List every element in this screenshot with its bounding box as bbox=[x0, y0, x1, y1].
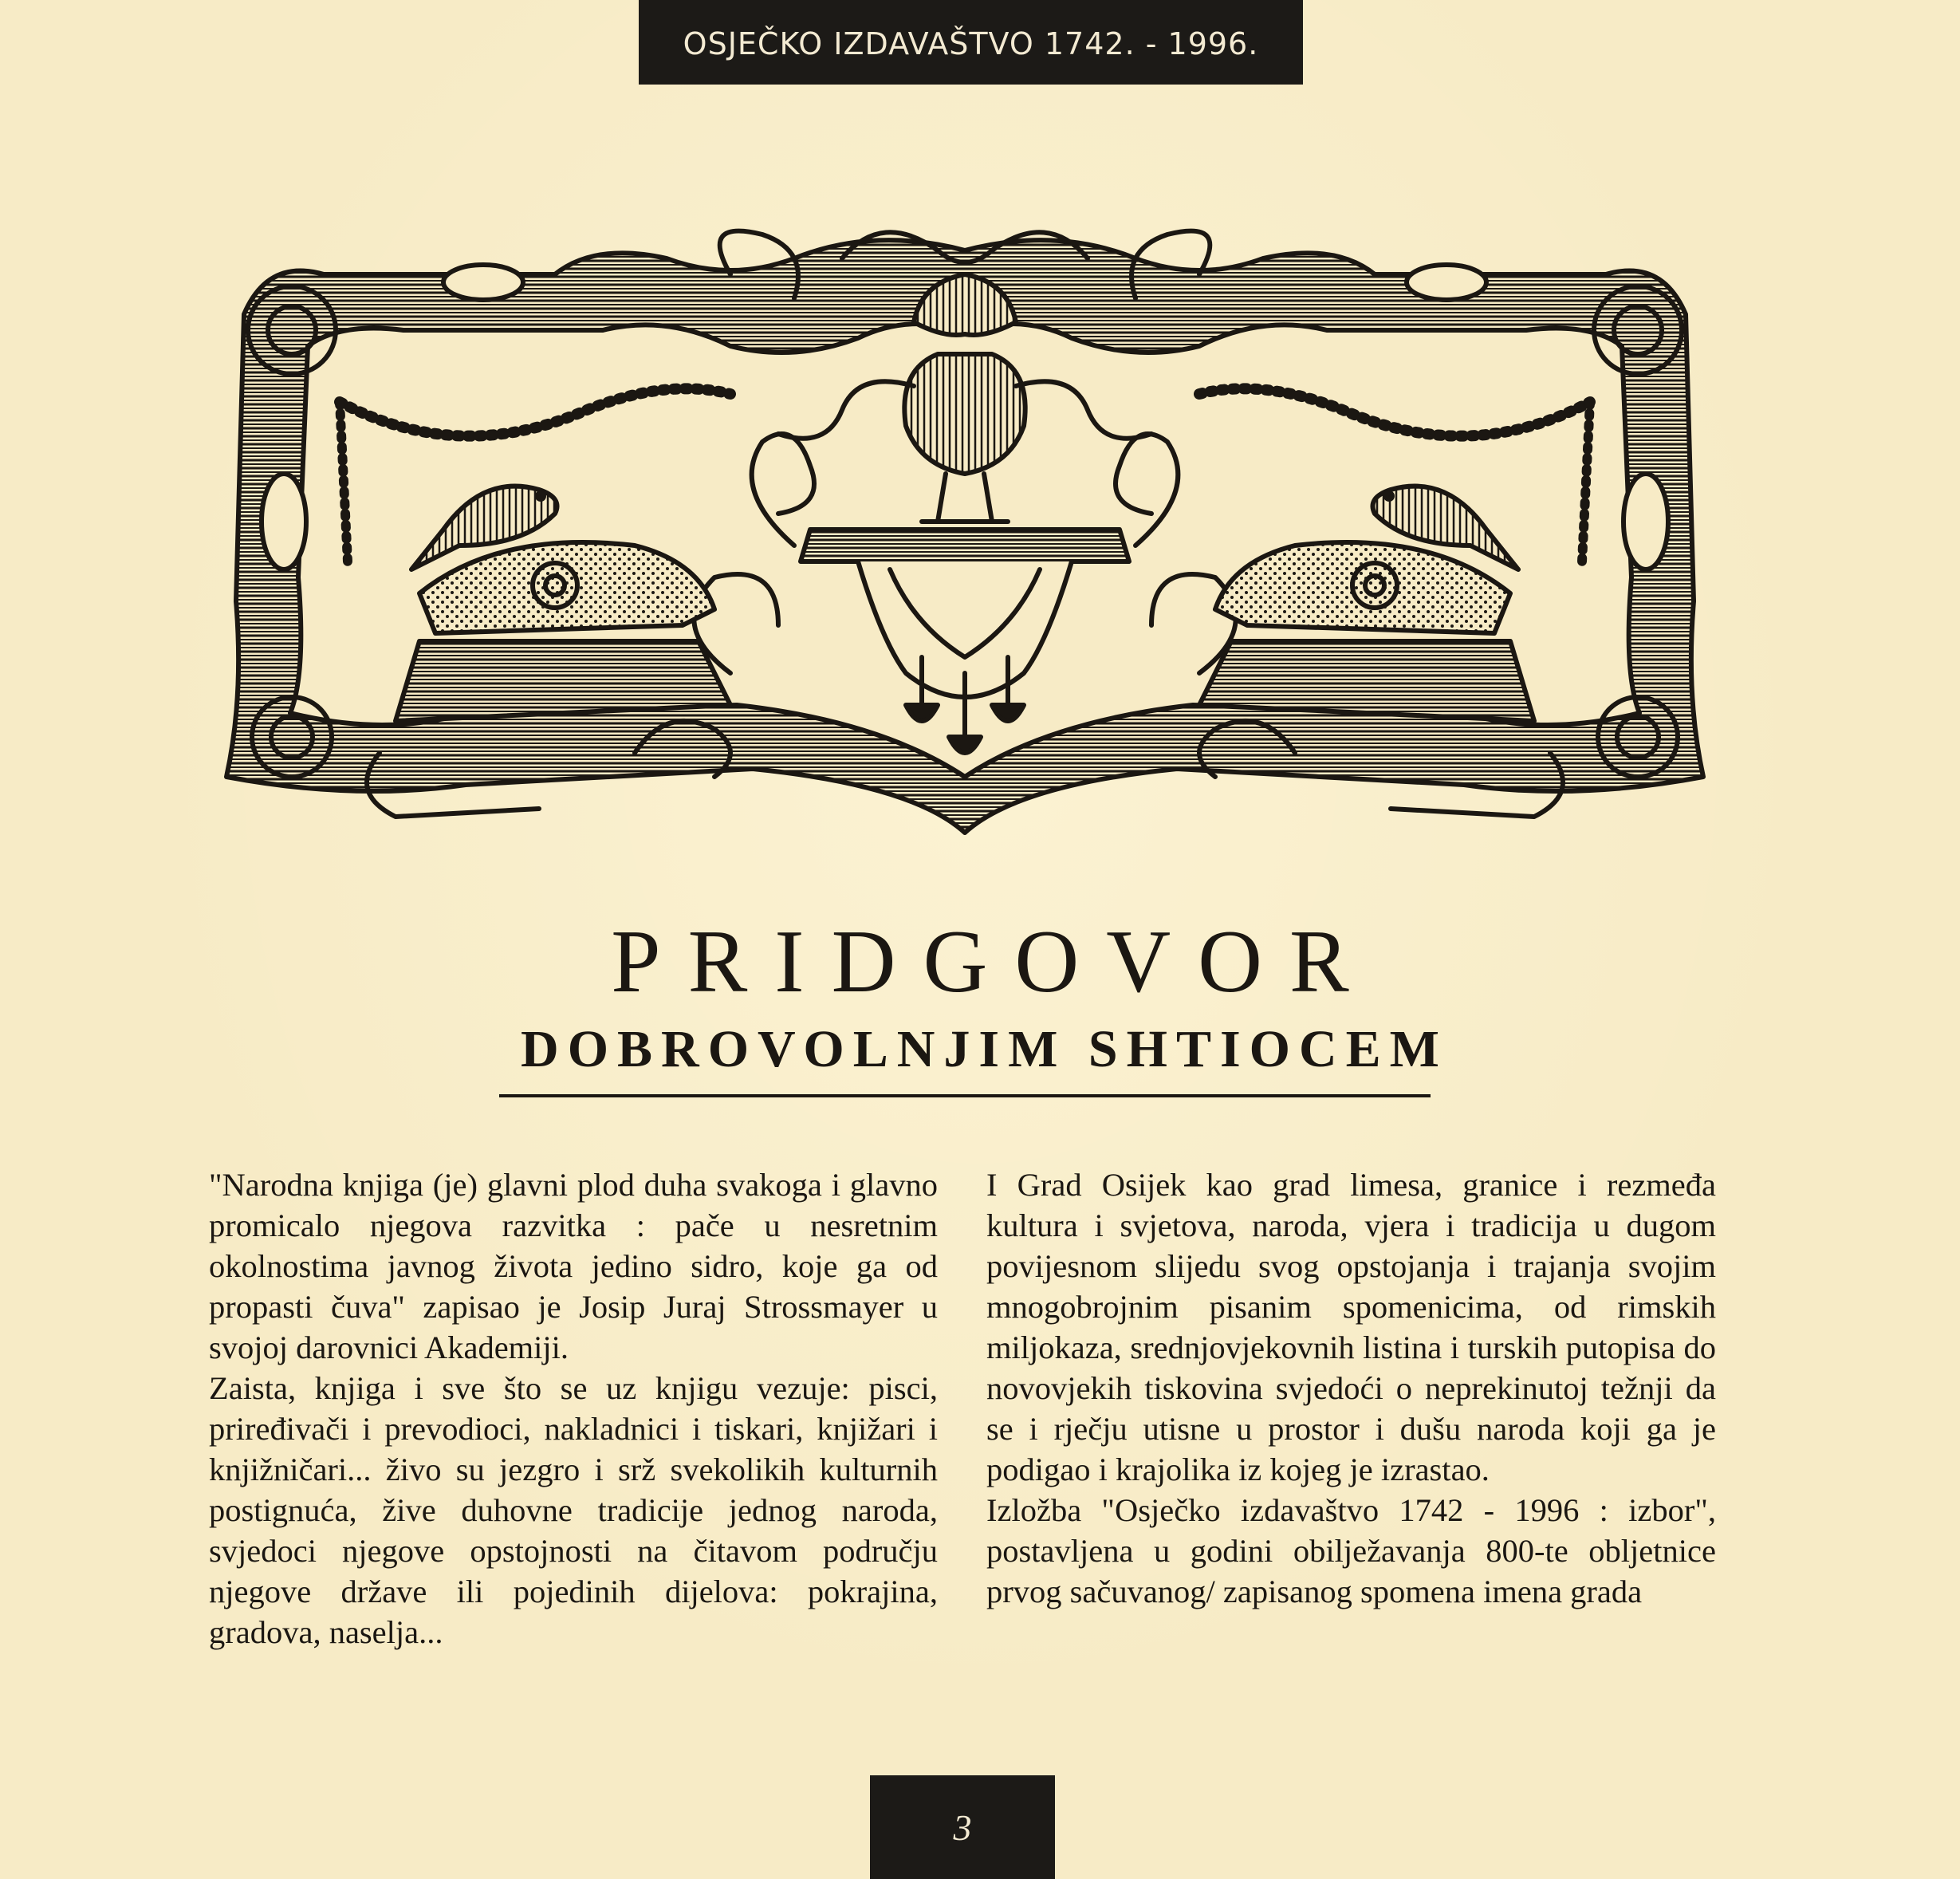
page-title: PRIDGOVOR bbox=[611, 912, 1376, 1011]
page-subtitle: DOBROVOLNJIM SHTIOCEM bbox=[521, 1020, 1448, 1078]
text-column-right bbox=[986, 1164, 1716, 1612]
baroque-ornament-icon bbox=[220, 227, 1710, 857]
page-number-box bbox=[870, 1775, 1055, 1879]
paragraph: I Grad Osijek kao grad limesa, granice i rezmeđa kultura i svjetova, naroda, vjera i tradicija u dugom povijesnom slijedu svog opstojanja i trajanja svojim mnogobrojnim pisanim spomenicima, od rimskih miljokaza, srednjovjekovnih listina i turskih putopisa do novovjekih tiskovina svjedoći o neprekinutoj težnji da se i rječju utisne u prostor i dušu naroda koji ga je podigao i krajolika iz kojeg je izrastao. bbox=[986, 1167, 1716, 1487]
text-column-left bbox=[209, 1164, 938, 1652]
paragraph: "Narodna knjiga (je) glavni plod duha svakoga i glavno promicalo njegova razvitka : pače u nesretnim okolnostima javnog života jedino sidro, koje ga od propasti čuva" zapisao je Josip Juraj Strossmayer u svojoj darovnici Akademiji. bbox=[209, 1167, 938, 1365]
header-banner bbox=[639, 0, 1303, 85]
paragraph: Izložba "Osječko izdavaštvo 1742 - 1996 : izbor", postavljena u godini obilježavanja 800-te obljetnice prvog sačuvanog/ zapisanog spomena imena grada bbox=[986, 1492, 1716, 1609]
header-banner-text: OSJEČKO IZDAVAŠTVO 1742. - 1996. bbox=[683, 26, 1259, 61]
page-number: 3 bbox=[953, 1806, 972, 1848]
paragraph: Zaista, knjiga i sve što se uz knjigu vezuje: pisci, priređivači i prevodioci, nakladnici i tiskari, knjižari i knjižničari... živo su jezgro i srž svekolikih kulturnih postignuća, žive duhovne tradicije jednog naroda, svjedoci njegove opstojnosti na čitavom području njegove države ili pojedinih dijelova: pokrajina, gradova, naselja... bbox=[209, 1370, 938, 1650]
title-divider bbox=[499, 1094, 1431, 1097]
